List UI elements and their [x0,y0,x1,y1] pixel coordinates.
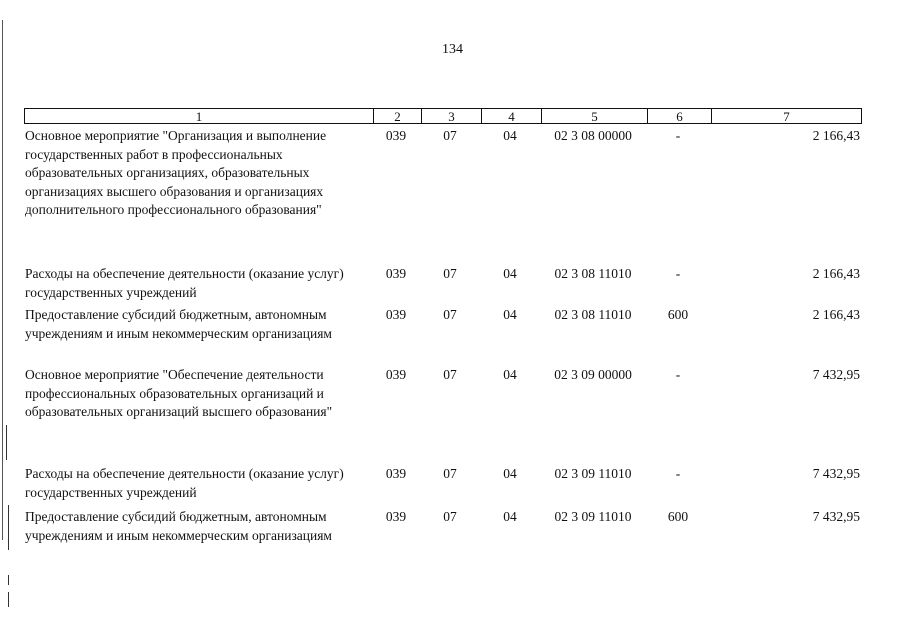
row-col7: 2 166,43 [812,128,860,143]
row-col5: 02 3 09 11010 [554,466,632,481]
row-col6: - [675,367,681,382]
row-col2: 039 [385,307,407,322]
scan-edge-mark [6,425,7,460]
row-col7: 7 432,95 [812,367,860,382]
row-col4: 04 [503,307,517,322]
table-row [24,366,862,422]
header-cell-1: 1 [195,109,203,124]
table-row [24,508,862,545]
row-name: Предоставление субсидий бюджетным, автономным учреждениям и иным некоммерческим организациям [25,307,332,341]
row-col4: 04 [503,128,517,143]
row-col3: 07 [443,128,457,143]
row-col6: - [675,466,681,481]
row-col5: 02 3 08 00000 [554,128,632,143]
budget-table [24,108,862,543]
row-col6: 600 [667,509,689,524]
row-col3: 07 [443,367,457,382]
page-number: 134 [442,42,463,57]
row-col3: 07 [443,307,457,322]
row-col5: 02 3 09 00000 [554,367,632,382]
row-name: Основное мероприятие "Организация и выполнение государственных работ в профессиональных образовательных организациях, образовательных организациях высшего образования и организациях дополнительного профессионального образования" [25,128,327,217]
row-col5: 02 3 08 11010 [554,307,632,322]
scan-edge-mark [2,20,3,540]
header-cell-5: 5 [541,109,647,124]
row-name: Основное мероприятие "Обеспечение деятельности профессиональных образовательных организаций и образовательных организаций высшего образования" [25,367,333,419]
header-cell-6: 6 [647,109,711,124]
table-header-row [24,108,862,124]
row-name: Предоставление субсидий бюджетным, автономным учреждениям и иным некоммерческим организациям [25,509,332,543]
row-col6: - [675,128,681,143]
table-row [24,127,862,220]
row-col2: 039 [385,128,407,143]
scan-edge-mark [8,505,9,550]
header-cell-7: 7 [711,109,861,124]
row-name: Расходы на обеспечение деятельности (оказание услуг) государственных учреждений [25,266,344,300]
row-col2: 039 [385,509,407,524]
row-col4: 04 [503,509,517,524]
table-row [24,306,862,343]
row-col3: 07 [443,509,457,524]
scan-edge-mark [8,575,9,585]
row-col6: - [675,266,681,281]
row-col7: 7 432,95 [812,466,860,481]
scan-edge-mark [8,592,9,607]
row-col7: 2 166,43 [812,266,860,281]
row-col5: 02 3 08 11010 [554,266,632,281]
header-cell-4: 4 [481,109,541,124]
row-col2: 039 [385,266,407,281]
row-col5: 02 3 09 11010 [554,509,632,524]
header-cell-3: 3 [421,109,481,124]
row-col7: 7 432,95 [812,509,860,524]
row-name: Расходы на обеспечение деятельности (оказание услуг) государственных учреждений [25,466,344,500]
row-col4: 04 [503,367,517,382]
row-col3: 07 [443,266,457,281]
row-col7: 2 166,43 [812,307,860,322]
table-row [24,465,862,502]
row-col6: 600 [667,307,689,322]
row-col4: 04 [503,466,517,481]
header-cell-2: 2 [373,109,421,124]
table-row [24,265,862,302]
row-col4: 04 [503,266,517,281]
row-col3: 07 [443,466,457,481]
row-col2: 039 [385,367,407,382]
row-col2: 039 [385,466,407,481]
